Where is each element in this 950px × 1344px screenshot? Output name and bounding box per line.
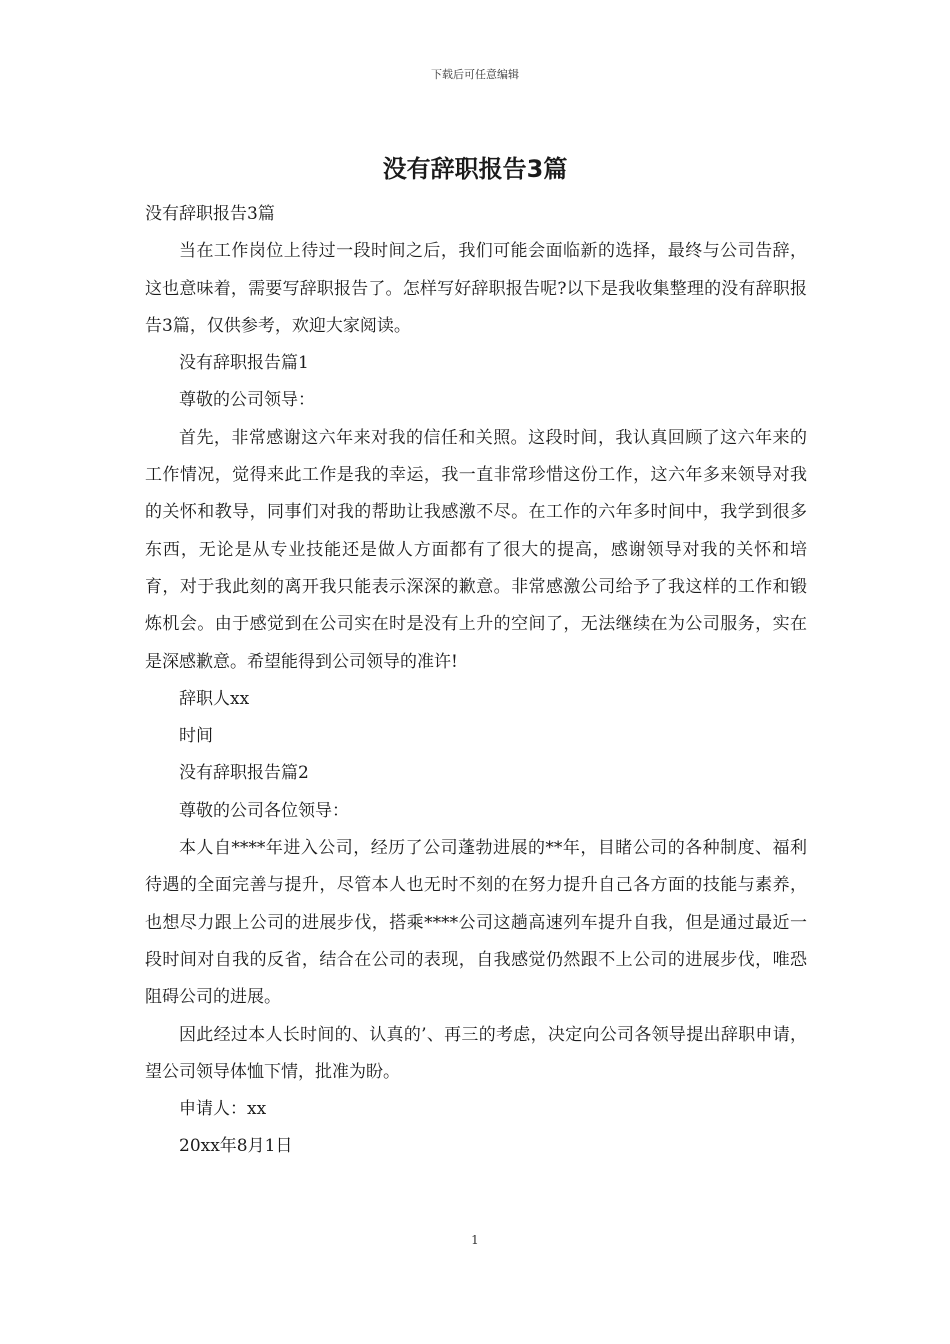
paragraph: 首先，非常感谢这六年来对我的信任和关照。这段时间，我认真回顾了这六年来的工作情况，觉得来此工作是我的幸运，我一直非常珍惜这份工作，这六年多来领导对我的关怀和教导，同事们对我的帮助让我感激不尽。在工作的六年多时间中，我学到很多东西，无论是从专业技能还是做人方面都有了很大的提高，感谢领导对我的关怀和培育，对于我此刻的离开我只能表示深深的歉意。非常感激公司给予了我这样的工作和锻炼机会。由于感觉到在公司实在时是没有上升的空间了，无法继续在为公司服务，实在是深感歉意。希望能得到公司领导的准许! [145, 427, 807, 672]
signature-line: 辞职人xx [179, 688, 250, 709]
paragraph: 当在工作岗位上待过一段时间之后，我们可能会面临新的选择，最终与公司告辞，这也意味着，需要写辞职报告了。怎样写好辞职报告呢?以下是我收集整理的没有辞职报告3篇，仅供参考，欢迎大家阅读。 [145, 241, 807, 336]
paragraph: 因此经过本人长时间的、认真的’、再三的考虑，决定向公司各领导提出辞职申请，望公司领导体恤下情，批准为盼。 [145, 1024, 807, 1082]
paragraph: 本人自****年进入公司，经历了公司蓬勃进展的**年，目睹公司的各种制度、福利待遇的全面完善与提升，尽管本人也无时不刻的在努力提升自己各方面的技能与素养，也想尽力跟上公司的进展步伐，搭乘****公司这趟高速列车提升自我，但是通过最近一段时间对自我的反省，结合在公司的表现，自我感觉仍然跟不上公司的进展步伐，唯恐阻碍公司的进展。 [145, 838, 807, 1008]
section-heading: 没有辞职报告篇2 [179, 763, 309, 784]
paragraph: 没有辞职报告3篇 [145, 204, 275, 224]
document-title: 没有辞职报告3篇 [382, 155, 568, 183]
section-heading: 没有辞职报告篇1 [179, 353, 309, 374]
date-line: 20xx年8月1日 [179, 1136, 293, 1157]
date-line: 时间 [179, 726, 213, 747]
document-body [145, 196, 807, 1166]
signature-line: 申请人：xx [179, 1099, 267, 1120]
salutation: 尊敬的公司领导： [179, 390, 315, 411]
salutation: 尊敬的公司各位领导： [179, 800, 349, 821]
page-header-note: 下载后可任意编辑 [431, 68, 519, 81]
page-number: 1 [471, 1233, 479, 1247]
